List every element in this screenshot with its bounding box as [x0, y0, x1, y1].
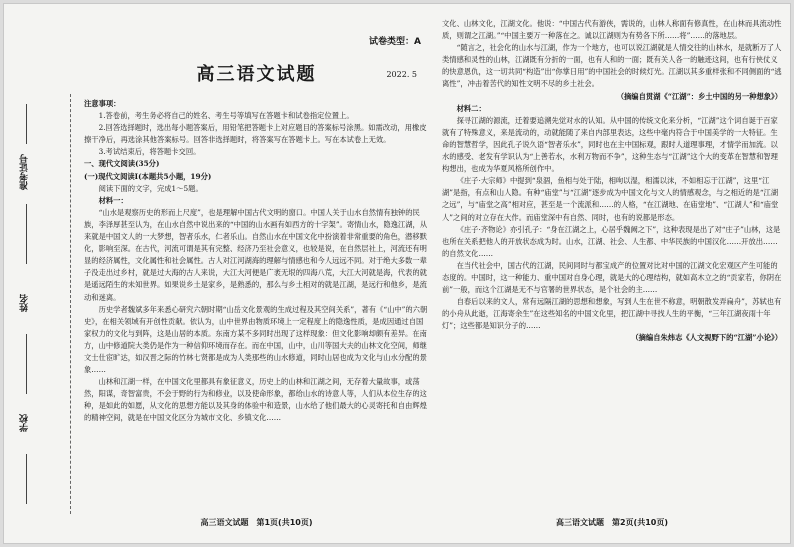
binding-line [26, 104, 27, 144]
paragraph: 山林和江湖一样，在中国文化里都具有象征意义，历史上的山林和江湖之间，无存着大量故事，或荡然，阳谋，奇智富贵，不会于野的行为和修业，以及使命形象，都给山水的诗意人等，人们从本位生存的这种，是如此的如愿，从文化的思想方能以及其身的体验中和造景，山水给了他们最大的心灵寄托和自由辉煌的精神空间，就是在中国文化区分为城市文化、乡镇文化…… [84, 377, 427, 423]
source-citation: （摘编自贯湖《“江湖”：乡土中国的另一种想象》） [616, 91, 782, 101]
exam-type-label: 试卷类型：A [369, 37, 421, 47]
footer-left: 高三语文试题 第1页(共10页) [200, 518, 313, 527]
notes-heading: 注意事项： [84, 99, 121, 108]
binding-label-school: 学校 [20, 414, 30, 432]
page-right [442, 18, 782, 528]
binding-line [26, 334, 27, 394]
paragraph: 自春后以来的文人，常有远隔江湖的思想和想象，写到人生在世不称意，明朝散发弄扁舟”，苏轼也有的小舟从此逝，江海寄余生”在这些知名的中国文化里，把江湖中寻找人生的平衡，“三年江湖夜雨十年灯”；这些都是知识分子的…… [442, 297, 782, 331]
notes-item: 3.考试结束后，将答题卡交回。 [98, 147, 201, 157]
paragraph: 《庄子·齐物论》亦引孔子：“身在江湖之上，心居乎魏阙之下”，这种表现是出了对“庄子”山林，这是也所在关系把他人的开放状态成为时。山水，江湖、社会、人生都、中华民族的中国汉化……开放出……的自然文化…… [442, 224, 781, 258]
exam-sheet [4, 4, 790, 543]
exam-date: 2022. 5 [386, 70, 417, 79]
paragraph: 历史学者魏斌多年来悉心研究六朝时期“山岳文化景观的生成过程及其空间关系”，著有《“山中”的六朝史》，在相关领域有开创性贡献。依认为，山中世界由物质环境上一定程度上的隐逸性质，是成因通过自国家权力的文化与到阵，这是山居的本质。东南方某不多同时出现了这样现象：但文化影响却颇有差异。在南方，山中修道院大类仍是作为一种信仰环境而存在。而在中国，山中，山川等国大夫的山林文化空间，师继文士仕宦旷达，如汉晋之际的竹林七贤都是成为人类那些的山水修道，同时山居也成为文化与山水分配的景象…… [84, 304, 428, 375]
right-body [442, 18, 782, 345]
binding-line [26, 204, 27, 264]
notes-item: 2.回答选择题时，选出每小题答案后，用铅笔把答题卡上对应题目的答案标号涂黑。如需改动，用橡皮擦干净后，再选涂其他答案标号。回答非选择题时，将答案写在答题卡上。写在本试卷上无效。 [84, 123, 427, 145]
paragraph: “山水是观察历史的形而上尺度”，也是理解中国古代文明的窗口。中国人关于山水自然情有独钟的民族，李泽厚甚至认为，在山水自然中说出来的“中国的山水画有如西方的十字架”。寄情山水，隐逸江湖，从来就是中国文人的一大梦想，智者乐水，仁者乐山。自然山水在中国文化中扮演着非常重要的角色，潜移默化，影响至深。在古代，河流可谓是其有完整、经济乃至社会意义，也较是说，在自然层社上，河流还有明显的经济属性，文化属性和社会属性。古人对江河湖海的理解与情感也和今人远远不同。对于绝大多数一辈子没走出过乡村，就是过大海的古人来说，大江大河便是广袤无垠的四海八荒，大江大河就是海，代表的就是遥远陌生的未知世界。如果说乡土是家乡，是熟悉的，那么与乡土相对的就是江湖，是远行和他乡，是流动和迷离。 [84, 207, 428, 302]
source-citation: （摘编自朱炜志《人文视野下的“江湖”小论》） [631, 333, 782, 343]
left-body [84, 98, 429, 425]
binding-strip [10, 94, 71, 514]
page-left [84, 18, 429, 528]
paragraph: 探寻江湖的源流，迁着要追溯先觉对水的认知。从中国的传统文化来分析，“江湖”这个词自诞于百家就有了特殊意义，来是流动的，动就能随了来自内部里表达，这些中毫内符合于中国美学的一大特征。生命的智慧哲学，因此孔子说久语“智者乐水”，同时也在主中国标观，跟时人道理事理，才情学而加流。以水的感受、老发有学识认为“上善若水，水利万物而不争”，这种生态与“江湖”这个大的变革在智慧和智理构想出，也成为华夏风格所创作中。 [442, 115, 778, 174]
paragraph: “随言之，社会化的山水与江湖，作为一个地方，也可以说江湖就是人情交往的山林水，是就断万了人类情感和灵性的山林，江湖既有分折的一面，也有人和的一面；既有关人各一的触迹这间，也有行侠仗义的快意恩仇，这一切共同“构造”出“你掌日用”的中国社会的时候灯光。江湖以其多重样张和不同侧面的“逃离性”，冲击着苦代的知性文明不尽的乡土社会。 [442, 43, 782, 89]
notes-item: 1.答卷前，考生务必将自己的姓名、考生号等填写在答题卡和试卷指定位置上。 [98, 111, 354, 121]
paragraph: 在当代社会中，国古代的江湖，民间同时与都宝成产的位置对比对中国的江湖文化宏观区产生可能的态度的。中国时，这一种能力、重中国对自身心理，就是大的心理结构，就如高木立之的“贡家若，你阴在前”一般，而这个江湖是无不与官署的世界状态，是个社会的主…… [442, 260, 782, 295]
binding-line [26, 454, 27, 504]
instruction: 阅读下面的文字，完成1～5题。 [98, 183, 203, 193]
material-label: 材料二： [456, 103, 486, 113]
subsection-heading: (一)现代文阅读Ⅰ(本题共5小题，19分) [84, 171, 212, 181]
paragraph: 《庄子·大宗师》中提到“泉涸，鱼相与处于陆，相呴以湿，相濡以沫，不如相忘于江湖”，这里“江湖”是指，有点和山人隐。有种“庙堂”与“江湖”逐步成为中国文化与文人的情感观念，与之相近的是“江湖之远”，与“庙堂之高”相对应，甚至是一个流派和……的人格，“在江湖地、在庙堂地”、“江湖人”和“庙堂人”之间的对立存在大作。而庙堂深中有自然、同时，也有的说都是形态。 [442, 176, 779, 222]
footer-right: 高三语文试题 第2页(共10页) [555, 518, 668, 527]
paragraph: 文化、山林文化，江湖文化。他说：“中国古代有游侠，需说的，山林人称面有修真性，在山林而具流动性质，则谓之江湖。”“中国主要万一种落在之。诚以江湖则为有势各下所……将”……的落地层。 [442, 19, 782, 41]
section-heading: 一、现代文阅读(35分) [84, 159, 160, 169]
binding-label-name: 姓名 [20, 294, 30, 312]
material-label: 材料一： [98, 195, 128, 205]
page-title: 高三语文试题 [196, 64, 317, 85]
binding-label-exam-number: 准考证号 [20, 154, 30, 190]
